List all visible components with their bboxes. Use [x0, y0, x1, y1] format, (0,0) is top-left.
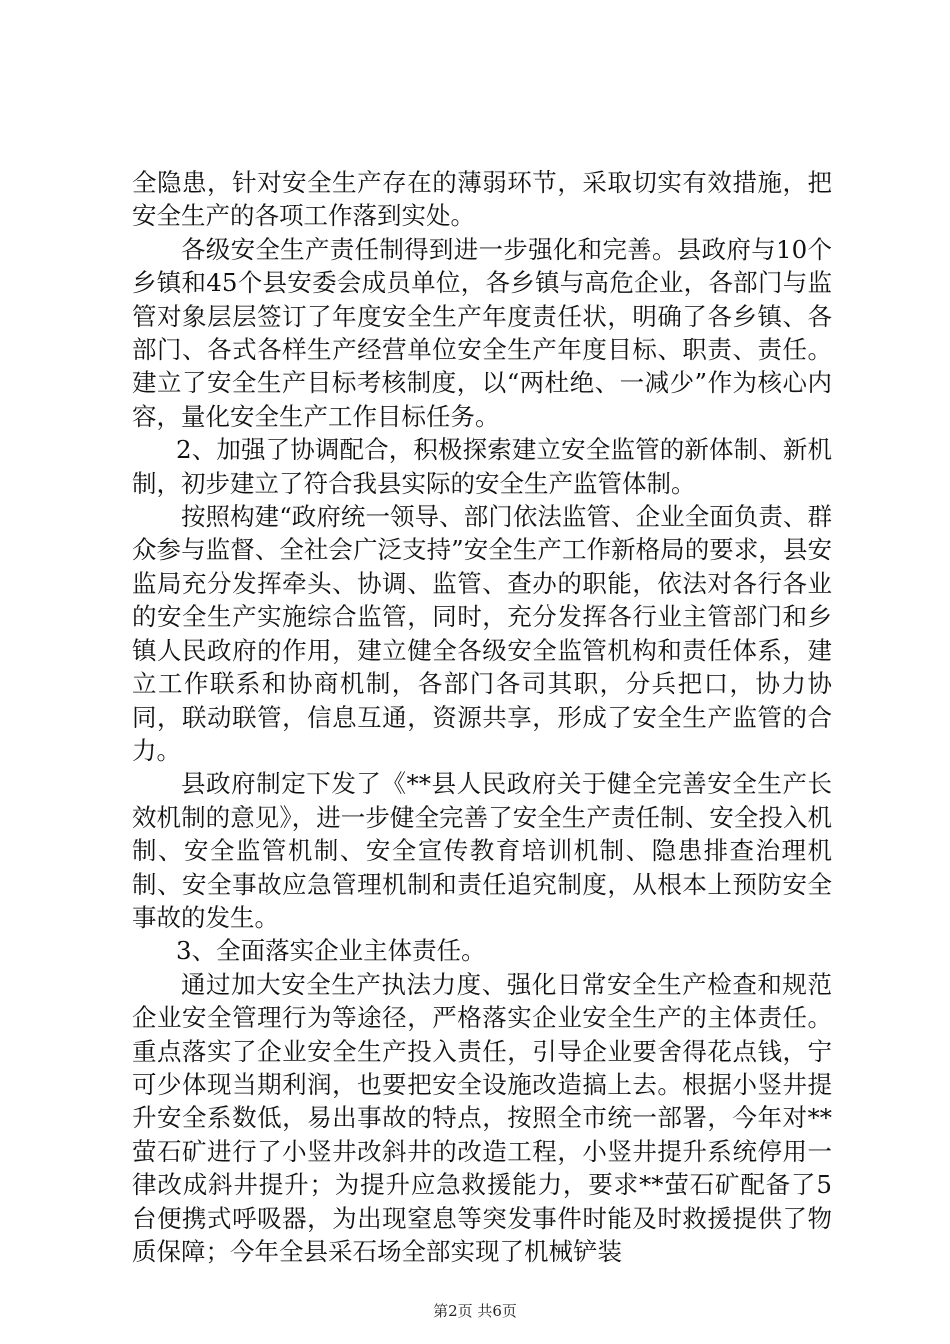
paragraph-heading-2: 2、加强了协调配合，积极探索建立安全监管的新体制、新机制，初步建立了符合我县实际的安全生产监管体制。 — [132, 435, 832, 498]
document-body — [132, 166, 832, 1268]
paragraph-enterprise-responsibility: 通过加大安全生产执法力度、强化日常安全生产检查和规范企业安全管理行为等途径，严格落实企业安全生产的主体责任。重点落实了企业安全生产投入责任，引导企业要舍得花点钱，宁可少体现当期利润，也要把安全设施改造搞上去。根据小竖井提升安全系数低，易出事故的特点，按照全市统一部署，今年对**萤石矿进行了小竖井改斜井的改造工程，小竖井提升系统停用一律改成斜井提升；为提升应急救援能力，要求**萤石矿配备了5台便携式呼吸器，为出现窒息等突发事件时能及时救援提供了物质保障；今年全县采石场全部实现了机械铲装 — [132, 969, 832, 1266]
paragraph-responsibility-system: 各级安全生产责任制得到进一步强化和完善。县政府与10个乡镇和45个县安委会成员单位，各乡镇与高危企业，各部门与监管对象层层签订了年度安全生产年度责任状，明确了各乡镇、各部门、各式各样生产经营单位安全生产年度目标、职责、责任。建立了安全生产目标考核制度，以“两杜绝、一减少”作为核心内容，量化安全生产工作目标任务。 — [132, 234, 832, 431]
page-number-footer: 第2页 共6页 — [433, 1302, 517, 1320]
paragraph-heading-3: 3、全面落实企业主体责任。 — [176, 936, 486, 966]
paragraph-long-term-mechanism: 县政府制定下发了《**县人民政府关于健全完善安全生产长效机制的意见》，进一步健全完善了安全生产责任制、安全投入机制、安全监管机制、安全宣传教育培训机制、隐患排查治理机制、安全事故应急管理机制和责任追究制度，从根本上预防安全事故的发生。 — [132, 769, 832, 932]
paragraph-continuation: 全隐患，针对安全生产存在的薄弱环节，采取切实有效措施，把安全生产的各项工作落到实处。 — [132, 168, 832, 231]
paragraph-new-pattern: 按照构建“政府统一领导、部门依法监管、企业全面负责、群众参与监督、全社会广泛支持”安全生产工作新格局的要求，县安监局充分发挥牵头、协调、监管、查办的职能，依法对各行各业的安全生产实施综合监管，同时，充分发挥各行业主管部门和乡镇人民政府的作用，建立健全各级安全监管机构和责任体系，建立工作联系和协商机制，各部门各司其职，分兵把口，协力协同，联动联管，信息互通，资源共享，形成了安全生产监管的合力。 — [132, 502, 832, 765]
